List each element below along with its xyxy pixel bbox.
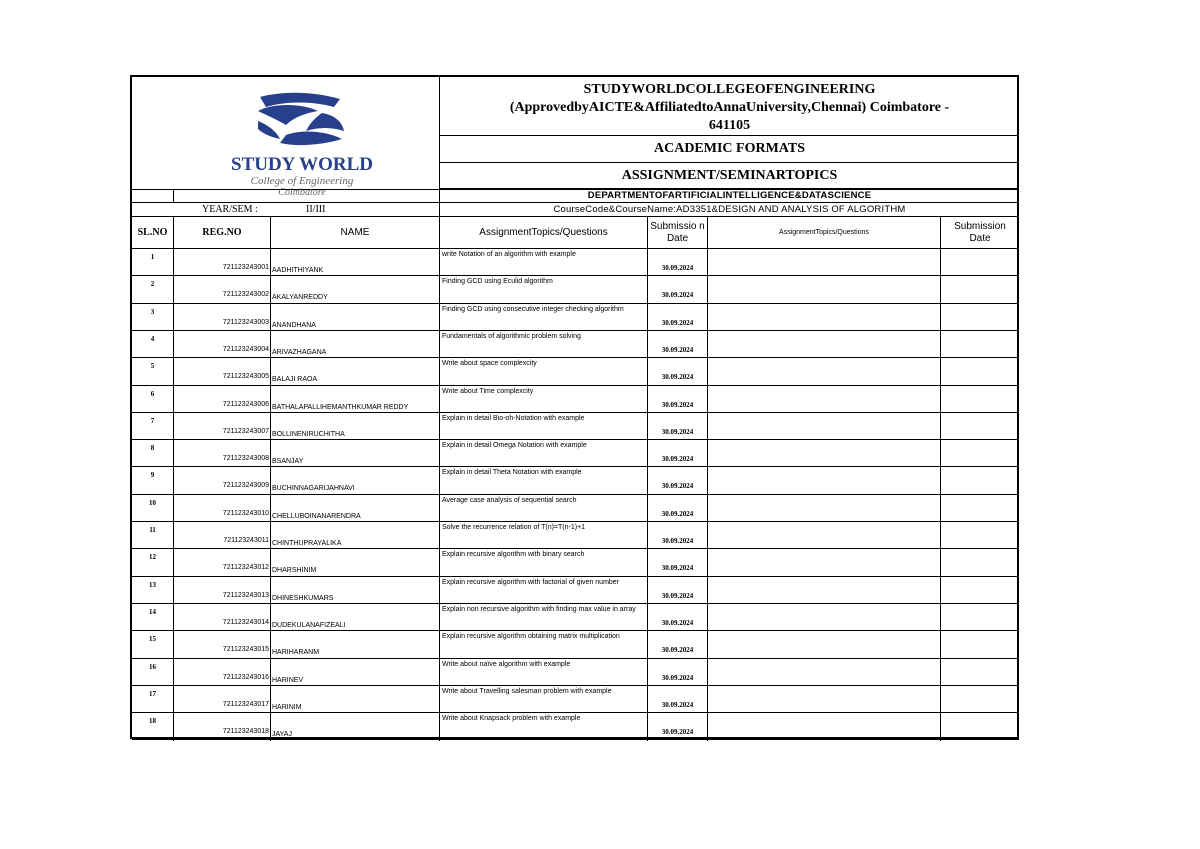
row-student-name: HARINEV — [272, 676, 304, 684]
row-submission-date: 30.09.2024 — [661, 509, 694, 518]
department-name: DEPARTMENTOFARTIFICIALINTELLIGENCE&DATASCIENCE — [587, 190, 872, 201]
col-header-slno: SL.NO — [137, 226, 168, 238]
row-regno: 721123243012 — [222, 564, 269, 572]
assignment-sheet — [130, 75, 1019, 739]
row-slno: 11 — [149, 526, 156, 534]
row-regno: 721123243008 — [222, 455, 269, 463]
academic-formats: ACADEMIC FORMATS — [653, 141, 805, 156]
row-submission-date: 30.09.2024 — [661, 373, 694, 382]
row-student-name: AKALYANREDDY — [272, 294, 328, 302]
header-row-rule — [132, 248, 1019, 249]
row-topic: Solve the recurrence relation of T(n)=T(n-1)+1 — [442, 524, 586, 531]
row-topic: Fundamentals of algorithmic problem solving — [442, 332, 581, 340]
row-student-name: HARIHARANM — [272, 649, 320, 657]
row-regno: 721123243013 — [222, 591, 269, 599]
row-rule — [132, 630, 1019, 631]
row-submission-date: 30.09.2024 — [661, 646, 694, 655]
row-rule — [132, 548, 1019, 549]
row-topic: Explain in detail Omega Notation with example — [442, 442, 587, 450]
row-regno: 721123243018 — [222, 728, 269, 736]
row-slno: 9 — [150, 471, 155, 480]
row-slno: 16 — [149, 662, 156, 671]
row-regno: 721123243011 — [223, 537, 269, 544]
row-submission-date: 30.09.2024 — [661, 455, 694, 464]
row-rule — [132, 576, 1019, 577]
row-rule — [132, 385, 1019, 386]
row-slno: 13 — [149, 580, 156, 589]
row-rule — [132, 439, 1019, 440]
row-submission-date: 30.09.2024 — [661, 591, 694, 600]
row-slno: 1 — [150, 253, 155, 261]
row-rule — [132, 494, 1019, 495]
row-student-name: HARINIM — [272, 703, 302, 711]
row-student-name: BATHALAPALLIHEMANTHKUMAR REDDY — [272, 403, 409, 411]
row-topic: Write about naïve algorithm with example — [442, 660, 571, 668]
row-submission-date: 30.09.2024 — [661, 400, 694, 409]
row-rule — [132, 712, 1019, 713]
row-rule — [132, 739, 1019, 740]
row-slno: 6 — [150, 389, 155, 398]
row-submission-date: 30.09.2024 — [661, 537, 694, 545]
row-regno: 721123243014 — [222, 618, 269, 626]
row-slno: 10 — [149, 498, 156, 507]
row-topic: Finding GCD using consecutive integer checking algorithm — [442, 305, 624, 313]
row-topic: Finding GCD using Eculid algorithm — [442, 278, 553, 286]
row-rule — [132, 412, 1019, 413]
row-submission-date: 30.09.2024 — [661, 618, 694, 627]
row-submission-date: 30.09.2024 — [661, 345, 694, 354]
row-slno: 18 — [149, 717, 156, 726]
row-slno: 5 — [150, 362, 155, 371]
row-submission-date: 30.09.2024 — [661, 427, 694, 436]
row-topic: Explain in detail Theta Notation with example — [442, 469, 582, 477]
row-rule — [132, 330, 1019, 331]
row-topic: Explain non recursive algorithm with finding max value in array — [442, 605, 636, 613]
row-topic: write Notation of an algorithm with example — [442, 251, 576, 258]
row-topic: Write about Travelling salesman problem with example — [442, 687, 612, 695]
row-slno: 17 — [149, 689, 156, 698]
row-regno: 721123243006 — [222, 400, 269, 408]
column-divider — [707, 216, 708, 741]
row-rule — [132, 603, 1019, 604]
row-student-name: BALAJI RAOA — [272, 376, 318, 384]
row-topic: Average case analysis of sequential search — [442, 496, 577, 504]
row-rule — [132, 357, 1019, 358]
year-sem-label: YEAR/SEM : — [202, 204, 258, 215]
row-regno: 721123243002 — [222, 291, 269, 299]
row-submission-date: 30.09.2024 — [661, 673, 694, 682]
col-header-submission-2: Submission Date — [954, 220, 1006, 244]
row-slno: 4 — [150, 334, 155, 343]
row-student-name: BUCHINNAGARIJAHNAVI — [272, 485, 355, 493]
row-rule — [132, 275, 1019, 276]
row-submission-date: 30.09.2024 — [661, 700, 694, 709]
row-submission-date: 30.09.2024 — [661, 264, 694, 272]
study-world-swirl-logo-icon — [202, 91, 402, 151]
row-topic: Write about Time complexcity — [442, 387, 534, 395]
column-divider — [940, 216, 941, 741]
row-student-name: ARIVAZHAGANA — [272, 348, 327, 356]
row-student-name: JAYAJ — [272, 731, 292, 739]
row-submission-date: 30.09.2024 — [661, 564, 694, 573]
row-topic: Explain in detail Bio-oh-Notation with example — [442, 414, 585, 422]
row-submission-date: 30.09.2024 — [661, 318, 694, 327]
row-topic: Explain recursive algorithm obtaining matrix multiplication — [442, 633, 620, 641]
row-regno: 721123243004 — [222, 345, 269, 353]
row-rule — [132, 521, 1019, 522]
row-slno: 12 — [149, 553, 156, 562]
row-rule — [132, 685, 1019, 686]
course-name: CourseCode&CourseName:AD3351&DESIGN AND ANALYSIS OF ALGORITHM — [553, 204, 906, 215]
logo-subtitle: College of Engineering — [250, 175, 354, 187]
row-regno: 721123243017 — [222, 700, 269, 708]
row-slno: 7 — [150, 416, 155, 425]
row-student-name: DHINESHKUMARS — [272, 594, 334, 602]
row-student-name: DUDEKULANAFIZEALI — [272, 621, 346, 629]
row-submission-date: 30.09.2024 — [661, 482, 694, 491]
column-divider — [439, 216, 440, 741]
row-topic: Write about Knapsack problem with example — [442, 715, 581, 723]
row-slno: 8 — [150, 444, 155, 453]
row-student-name: CHINTHUPRAYALIKA — [272, 540, 342, 547]
college-name: STUDYWORLDCOLLEGEOFENGINEERING — [583, 82, 876, 97]
column-divider — [270, 216, 271, 741]
col-header-topics: AssignmentTopics/Questions — [479, 226, 608, 238]
header-rule — [439, 135, 1019, 136]
col-header-submission: Submissio n Date — [650, 220, 705, 244]
logo-location: Coimbatore — [278, 187, 326, 198]
row-regno: 721123243007 — [222, 427, 269, 435]
header-rule — [132, 202, 1019, 203]
college-approval: (ApprovedbyAICTE&AffiliatedtoAnnaUniversity,Chennai) Coimbatore - — [509, 100, 950, 115]
row-topic: Write about space complexcity — [442, 360, 537, 368]
row-regno: 721123243015 — [222, 646, 269, 654]
row-topic: Explain recursive algorithm with binary search — [442, 551, 585, 559]
row-student-name: ANANDHANA — [272, 321, 316, 329]
header-rule — [439, 162, 1019, 163]
row-student-name: BOLLINENIRUCHITHA — [272, 430, 345, 438]
logo-name: STUDY WORLD — [231, 154, 373, 175]
row-submission-date: 30.09.2024 — [661, 728, 694, 737]
row-student-name: DHARSHINIM — [272, 567, 317, 575]
college-title-block — [440, 81, 1019, 135]
row-rule — [132, 466, 1019, 467]
row-student-name: AADHITHIYANK — [272, 267, 324, 274]
col-header-topics-2: AssignmentTopics/Questions — [779, 229, 869, 236]
row-regno: 721123243001 — [222, 264, 269, 271]
row-student-name: BSANJAY — [272, 458, 304, 466]
row-rule — [132, 658, 1019, 659]
row-rule — [132, 303, 1019, 304]
row-submission-date: 30.09.2024 — [661, 291, 694, 300]
row-slno: 15 — [149, 635, 156, 644]
row-regno: 721123243005 — [222, 373, 269, 381]
col-header-regno: REG.NO — [202, 226, 242, 238]
row-slno: 2 — [150, 280, 155, 289]
row-regno: 721123243016 — [222, 673, 269, 681]
row-slno: 3 — [150, 307, 155, 316]
year-sem-value: II/III — [306, 204, 326, 215]
college-pincode: 641105 — [708, 118, 751, 133]
row-regno: 721123243003 — [222, 318, 269, 326]
row-regno: 721123243009 — [222, 482, 269, 490]
row-student-name: CHELLUBOINANARENDRA — [272, 512, 361, 520]
col-header-name: NAME — [340, 226, 370, 238]
college-logo — [202, 91, 402, 198]
row-regno: 721123243010 — [222, 509, 269, 517]
assignment-seminar-topics: ASSIGNMENT/SEMINARTOPICS — [621, 168, 838, 183]
header-divider — [173, 189, 174, 202]
row-slno: 14 — [149, 607, 156, 616]
row-topic: Explain recursive algorithm with factorial of given number — [442, 578, 620, 586]
